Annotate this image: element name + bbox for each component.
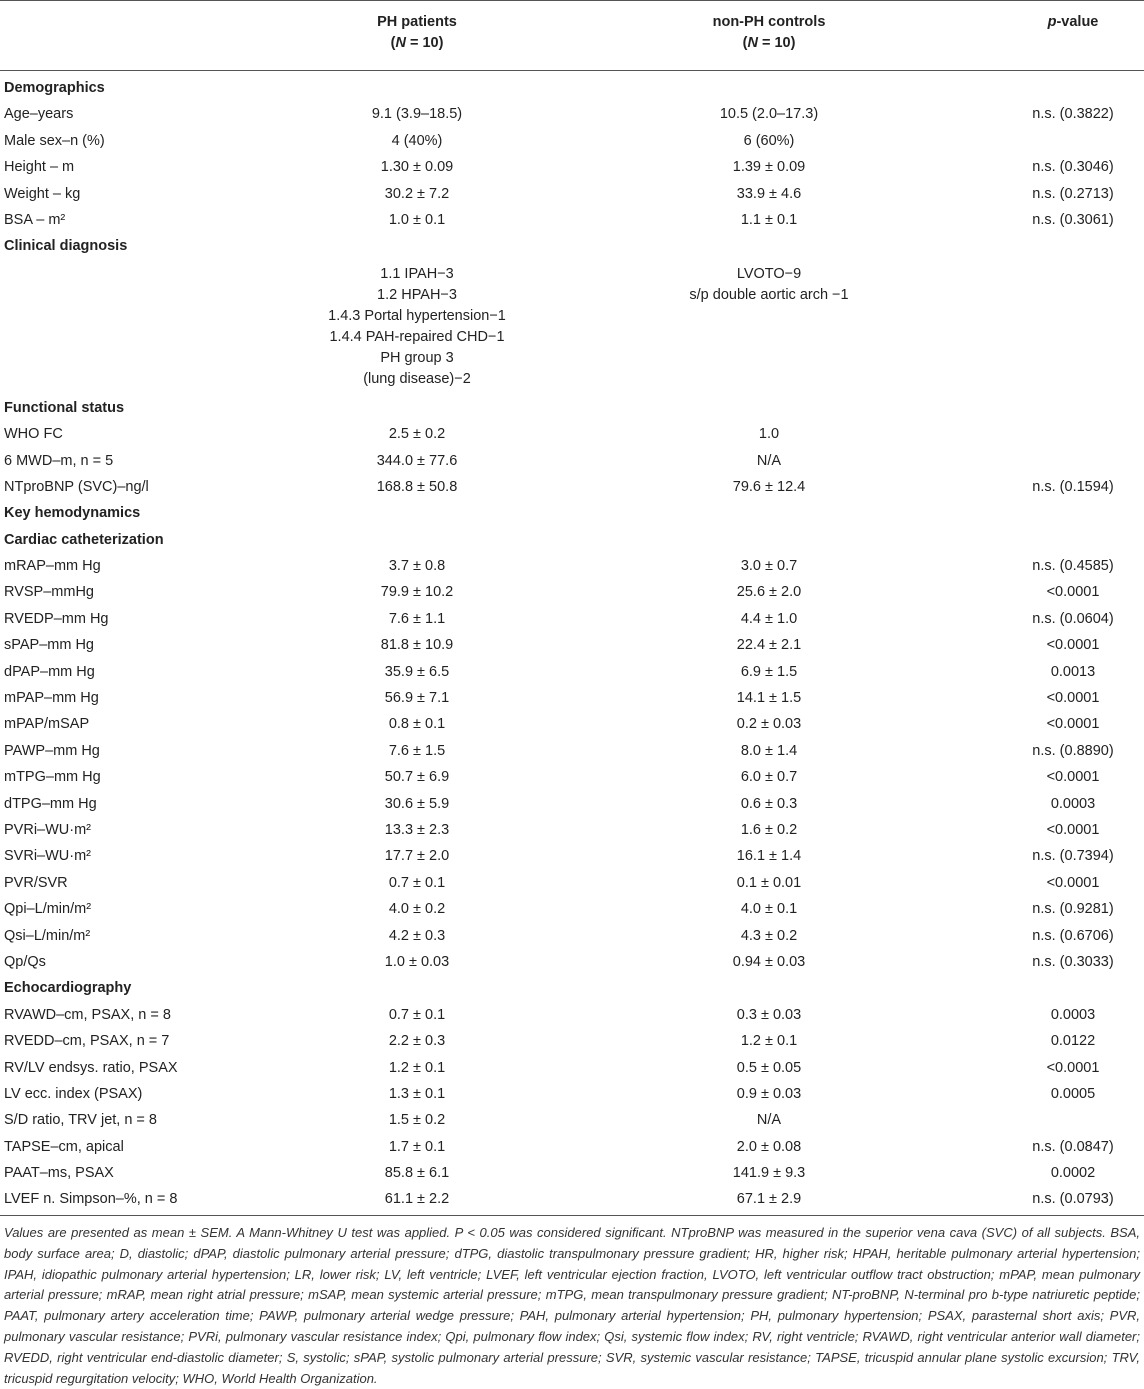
ph-patients-value: 13.3 ± 2.3 [384,821,450,838]
header-ph-patients [289,12,545,54]
ph-patients-value: 85.8 ± 6.1 [384,1165,450,1182]
p-value: <0.0001 [1046,637,1100,654]
p-value: 0.0013 [1050,663,1096,680]
controls-value: 3.0 ± 0.7 [740,558,798,575]
header-non-ph-controls-n [641,33,897,54]
ph-patients-value: 61.1 ± 2.2 [384,1191,450,1208]
p-value: n.s. (0.8890) [1032,742,1114,759]
ph-patients-value: 1.0 ± 0.1 [388,211,446,228]
table-row [0,474,1144,500]
p-value: n.s. (0.9281) [1032,901,1114,918]
p-value: n.s. (0.3033) [1032,953,1114,970]
controls-value: 0.3 ± 0.03 [736,1006,802,1023]
controls-value: N/A [756,1112,782,1129]
table-row [0,738,1144,764]
row-label: WHO FC [4,426,63,443]
ph-patients-value: 79.9 ± 10.2 [380,584,454,601]
row-label: Age–years [4,106,74,123]
section-label: Clinical diagnosis [4,238,128,255]
row-label: Qpi–L/min/m² [4,901,92,918]
ph-patients-value: 1.2 ± 0.1 [388,1059,446,1076]
controls-value: N/A [756,452,782,469]
controls-value: 4.0 ± 0.1 [740,901,798,918]
p-value: n.s. (0.0604) [1032,610,1114,627]
p-value: <0.0001 [1046,1059,1100,1076]
header-non-ph-controls-title: non-PH controls [712,14,826,30]
table-row [0,579,1144,605]
controls-value: 4.4 ± 1.0 [740,610,798,627]
controls-value: 0.9 ± 0.03 [736,1085,802,1102]
row-label: Weight – kg [4,185,81,202]
section-label: Key hemodynamics [4,505,141,522]
p-value: 0.0122 [1050,1033,1096,1050]
controls-value: 16.1 ± 1.4 [736,848,802,865]
p-value: <0.0001 [1046,690,1100,707]
ph-patients-value: 1.3 ± 0.1 [388,1085,446,1102]
diagnosis-line: 1.2 HPAH−3 [377,286,457,303]
table-row [0,181,1144,207]
p-value: <0.0001 [1046,716,1100,733]
controls-value: 1.0 [758,426,780,443]
controls-value: 6.9 ± 1.5 [740,663,798,680]
ph-patients-value: 344.0 ± 77.6 [376,452,458,469]
row-label: Qp/Qs [4,953,46,970]
diagnosis-line: (lung disease)−2 [363,370,471,387]
section-label: Cardiac catheterization [4,531,164,548]
p-value: <0.0001 [1046,584,1100,601]
controls-value: 8.0 ± 1.4 [740,742,798,759]
row-label: RVEDP–mm Hg [4,610,109,627]
controls-value: 0.5 ± 0.05 [736,1059,802,1076]
controls-value: 141.9 ± 9.3 [732,1165,806,1182]
p-value: n.s. (0.7394) [1032,848,1114,865]
header-p-value [1003,12,1143,33]
p-value: n.s. (0.3061) [1032,211,1114,228]
table-row [0,870,1144,896]
ph-patients-value: 7.6 ± 1.5 [388,742,446,759]
row-label: NTproBNP (SVC)–ng/l [4,478,149,495]
table-row [0,553,1144,579]
header-p-rest: -value [1056,14,1099,30]
diagnosis-row [0,260,1144,395]
table-row [0,606,1144,632]
section-header-row [0,75,1144,101]
header-p-symbol: p [1047,14,1057,30]
controls-value: 6.0 ± 0.7 [740,769,798,786]
row-label: sPAP–mm Hg [4,637,94,654]
ph-patients-value: 2.5 ± 0.2 [388,426,446,443]
table-row [0,685,1144,711]
header-n-symbol: N [747,35,758,51]
table-row [0,448,1144,474]
table-row [0,764,1144,790]
table-header [0,12,1144,62]
section-label: Functional status [4,399,125,416]
ph-patients-value: 56.9 ± 7.1 [384,690,450,707]
ph-patients-value: 35.9 ± 6.5 [384,663,450,680]
table-row [0,1186,1144,1212]
section-header-row [0,395,1144,421]
table-row [0,711,1144,737]
row-label: LV ecc. index (PSAX) [4,1085,143,1102]
controls-value: 1.2 ± 0.1 [740,1033,798,1050]
controls-value: 79.6 ± 12.4 [732,478,806,495]
ph-patients-value: 3.7 ± 0.8 [388,558,446,575]
table-row [0,1028,1144,1054]
controls-value: 0.94 ± 0.03 [732,953,806,970]
diagnosis-line: LVOTO−9 [736,265,802,282]
p-value: 0.0002 [1050,1165,1096,1182]
controls-value: 4.3 ± 0.2 [740,927,798,944]
ph-patients-value: 4.2 ± 0.3 [388,927,446,944]
controls-value: 10.5 (2.0–17.3) [719,106,819,123]
section-label: Demographics [4,80,105,96]
header-n-open: ( [390,35,396,51]
bottom-rule [0,1215,1144,1216]
table-row [0,421,1144,447]
row-label: mPAP/mSAP [4,716,90,733]
section-header-row [0,975,1144,1001]
ph-patients-value: 1.0 ± 0.03 [384,953,450,970]
row-label: SVRi–WU·m² [4,848,91,865]
row-label: mTPG–mm Hg [4,769,101,786]
p-value: <0.0001 [1046,821,1100,838]
table-row [0,896,1144,922]
table-row [0,1134,1144,1160]
table-row [0,207,1144,233]
table-row [0,923,1144,949]
table-row [0,1055,1144,1081]
ph-patients-value: 30.2 ± 7.2 [384,185,450,202]
row-label: mPAP–mm Hg [4,690,99,707]
controls-value: 25.6 ± 2.0 [736,584,802,601]
row-label: BSA – m² [4,211,66,228]
header-n-open: ( [742,35,748,51]
table-row [0,154,1144,180]
row-label: LVEF n. Simpson–%, n = 8 [4,1191,178,1208]
controls-value: 0.1 ± 0.01 [736,874,802,891]
controls-value: 33.9 ± 4.6 [736,185,802,202]
ph-patients-value: 4.0 ± 0.2 [388,901,446,918]
p-value: 0.0003 [1050,795,1096,812]
p-value: 0.0005 [1050,1085,1096,1102]
row-label: dTPG–mm Hg [4,795,97,812]
section-header-row [0,500,1144,526]
row-label: mRAP–mm Hg [4,558,101,575]
table-row [0,1107,1144,1133]
ph-patients-value: 168.8 ± 50.8 [376,478,458,495]
ph-patients-value: 81.8 ± 10.9 [380,637,454,654]
row-label: RVAWD–cm, PSAX, n = 8 [4,1006,171,1023]
row-label: Male sex–n (%) [4,132,105,149]
ph-patients-value: 0.7 ± 0.1 [388,1006,446,1023]
row-label: RVEDD–cm, PSAX, n = 7 [4,1033,170,1050]
controls-value: 1.39 ± 0.09 [732,159,806,176]
table-body [0,75,1144,1213]
diagnosis-line: 1.4.4 PAH-repaired CHD−1 [329,328,505,345]
p-value: 0.0003 [1050,1006,1096,1023]
row-label: RV/LV endsys. ratio, PSAX [4,1059,178,1076]
ph-patients-value: 1.30 ± 0.09 [380,159,454,176]
table-row [0,659,1144,685]
row-label: S/D ratio, TRV jet, n = 8 [4,1112,157,1129]
table-row [0,1081,1144,1107]
row-label: PAWP–mm Hg [4,742,100,759]
table-footnote: Values are presented as mean ± SEM. A Mann-Whitney U test was applied. P < 0.05 was considered significant. NTproBNP was measured in the superior vena cava (SVC) of all subjects. BSA, body surface area; D, diastolic; dPAP, diastolic pulmonary arterial pressure; dTPG, diastolic transpulmonary pressure gradient; HR, higher risk; HPAH, heritable pulmonary arterial hypertension; IPAH, idiopathic pulmonary arterial hypertension; LR, lower risk; LV, left ventricle; LVEF, left ventricular ejection fraction, LVOTO, left ventricular outflow tract obstruction; mPAP, mean pulmonary arterial pressure; mRAP, mean right atrial pressure; mSAP, mean systemic arterial pressure; mTPG, mean transpulmonary pressure gradient; NT-proBNP, N-terminal pro b-type natriuretic peptide; PAAT, pulmonary artery acceleration time; PAWP, pulmonary arterial wedge pressure; PAH, pulmonary arterial hypertension; PH, pulmonary hypertension; PSAX, parasternal short axis; PVR, pulmonary vascular resistance; PVRi, pulmonary vascular resistance index; Qpi, pulmonary flow index; Qsi, systemic flow index; RV, right ventricle; RVAWD, right ventricular anterior wall diameter; RVEDD, right ventricular end-diastolic diameter; S, systolic; sPAP, systolic pulmonary arterial pressure; SVR, systemic vascular resistance; TAPSE, tricuspid annular plane systolic excursion; TRV, tricuspid regurgitation velocity; WHO, World Health Organization. [4,1225,1140,1386]
row-label: Height – m [4,159,75,176]
controls-value: 2.0 ± 0.08 [736,1138,802,1155]
table-row [0,128,1144,154]
header-n-value: = 10) [757,35,796,51]
ph-patients-value: 2.2 ± 0.3 [388,1033,446,1050]
ph-diagnosis-list [289,264,545,390]
p-value: n.s. (0.6706) [1032,927,1114,944]
row-label: PVR/SVR [4,874,68,891]
row-label: PVRi–WU·m² [4,821,91,838]
ph-patients-value: 30.6 ± 5.9 [384,795,450,812]
p-value: n.s. (0.3046) [1032,159,1114,176]
controls-value: 0.6 ± 0.3 [740,795,798,812]
row-label: PAAT–ms, PSAX [4,1165,114,1182]
ph-patients-value: 4 (40%) [391,132,443,149]
p-value: n.s. (0.4585) [1032,558,1114,575]
p-value: n.s. (0.3822) [1032,106,1114,123]
header-n-value: = 10) [405,35,444,51]
controls-value: 22.4 ± 2.1 [736,637,802,654]
header-ph-patients-n [289,33,545,54]
row-label: dPAP–mm Hg [4,663,95,680]
controls-value: 1.1 ± 0.1 [740,211,798,228]
diagnosis-line: 1.4.3 Portal hypertension−1 [328,307,506,324]
diagnosis-line: s/p double aortic arch −1 [689,286,849,303]
p-value: n.s. (0.0847) [1032,1138,1114,1155]
top-rule [0,0,1144,1]
header-ph-patients-title: PH patients [377,14,457,30]
row-label: 6 MWD–m, n = 5 [4,452,114,469]
diagnosis-line: 1.1 IPAH−3 [380,265,454,282]
row-label: RVSP–mmHg [4,584,94,601]
p-value: <0.0001 [1046,769,1100,786]
table-row [0,632,1144,658]
ph-patients-value: 0.8 ± 0.1 [388,716,446,733]
controls-value: 67.1 ± 2.9 [736,1191,802,1208]
p-value: n.s. (0.1594) [1032,478,1114,495]
control-diagnosis-list [641,264,897,306]
ph-patients-value: 50.7 ± 6.9 [384,769,450,786]
header-rule [0,70,1144,71]
table-row [0,101,1144,127]
header-n-symbol: N [395,35,406,51]
table-row [0,1002,1144,1028]
section-label: Echocardiography [4,980,132,997]
p-value: n.s. (0.0793) [1032,1191,1114,1208]
table-row [0,791,1144,817]
row-label: Qsi–L/min/m² [4,927,91,944]
table-row [0,949,1144,975]
row-label: TAPSE–cm, apical [4,1138,124,1155]
ph-patients-value: 1.5 ± 0.2 [388,1112,446,1129]
diagnosis-line: PH group 3 [380,349,454,366]
ph-patients-value: 17.7 ± 2.0 [384,848,450,865]
table-row [0,817,1144,843]
controls-value: 0.2 ± 0.03 [736,716,802,733]
p-value: <0.0001 [1046,874,1100,891]
p-value: n.s. (0.2713) [1032,185,1114,202]
controls-value: 6 (60%) [743,132,795,149]
ph-patients-value: 9.1 (3.9–18.5) [371,106,463,123]
controls-value: 14.1 ± 1.5 [736,690,802,707]
section-header-row [0,233,1144,259]
ph-patients-value: 0.7 ± 0.1 [388,874,446,891]
ph-patients-value: 7.6 ± 1.1 [388,610,446,627]
table-row [0,843,1144,869]
table-row [0,1160,1144,1186]
controls-value: 1.6 ± 0.2 [740,821,798,838]
section-header-row [0,527,1144,553]
ph-patients-value: 1.7 ± 0.1 [388,1138,446,1155]
header-non-ph-controls [641,12,897,54]
